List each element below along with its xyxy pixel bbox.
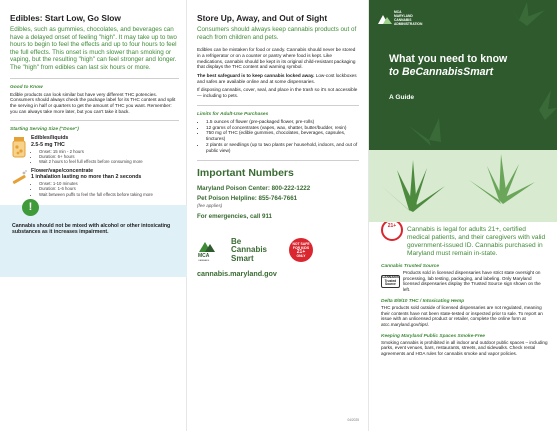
serving-edibles bbox=[10, 135, 179, 164]
list-item: • 2 plants or seedlings (up to two plants per household, indoors, and out of public view) bbox=[206, 142, 359, 154]
cover-title bbox=[389, 53, 507, 79]
badge-line: NOT SAFE bbox=[292, 242, 310, 247]
storage-p2-bold: The best safeguard is to keep cannabis locked away. bbox=[197, 73, 315, 78]
cover-hero bbox=[369, 0, 557, 150]
badge-line: ONLY bbox=[296, 254, 306, 259]
list-item: • 12 grams of concentrates (vapes, wax, shatter, butter/budder, resin) bbox=[206, 125, 359, 131]
not-safe-for-kids-badge bbox=[289, 238, 313, 262]
logo-word: MCA bbox=[394, 10, 402, 14]
trusted-source-title: Cannabis Trusted Source bbox=[381, 264, 440, 269]
cover-title-line1: What you need to know bbox=[389, 53, 508, 65]
mca-logo-subtext: CANNABIS bbox=[198, 260, 210, 263]
divider bbox=[197, 160, 359, 161]
badge-line: 21+ bbox=[296, 249, 306, 256]
logo-row bbox=[197, 238, 359, 264]
mca-logo bbox=[197, 238, 227, 262]
cover-subtitle: A Guide bbox=[389, 94, 415, 101]
exclamation-icon: ! bbox=[22, 199, 39, 216]
limits-list bbox=[206, 119, 359, 154]
storage-p3: If disposing cannabis, cover, seal, and place in the trash so it's not accessible — including to pets. bbox=[197, 87, 358, 99]
logo-word: Be bbox=[231, 236, 242, 246]
age-requirement-text: Cannabis is legal for adults 21+, certified medical patients, and their caregivers with valid government-issued ID. Cannabis purchased in Maryland must remain in-state. bbox=[407, 226, 546, 257]
storage-column bbox=[187, 0, 367, 431]
print-code: 04/2025 bbox=[347, 418, 359, 422]
storage-p1: Edibles can be mistaken for food or candy. Cannabis should never be stored in a refrigerator or on a counter or pantry where food is kept. Like medications, cannabis should be kept in its original child-resistant packaging that displays the THC content and warning symbol. bbox=[197, 47, 356, 70]
list-item: • Duration: 6+ hours bbox=[39, 154, 143, 159]
list-item: • 750 mg of THC (edible gummies, chocolates, beverages, capsules, tinctures) bbox=[206, 130, 359, 142]
logo-word: Smart bbox=[231, 253, 254, 263]
logo-word: CANNABIS bbox=[394, 17, 412, 22]
badge-line: Trusted Source bbox=[384, 278, 397, 287]
smoke-free-text: Smoking cannabis is prohibited in all indoor and outdoor public spaces – including parks, event venues, bars, restaurants, streets, and sidewalks. Check rental agreements and HOA rules for cannabis smoke and vapor policies. bbox=[381, 339, 548, 357]
mca-logo-text: MCA bbox=[198, 253, 210, 260]
list-item: • Onset: 1-10 minutes bbox=[39, 181, 153, 186]
logo-word: MARYLAND bbox=[394, 13, 413, 18]
logo-word: Cannabis bbox=[231, 245, 268, 255]
list-item: • 1.5 ounces of flower (pre-packaged flower, pre-rolls) bbox=[206, 119, 359, 125]
cover-body bbox=[369, 222, 557, 357]
storage-heading: Store Up, Away, and Out of Sight bbox=[197, 13, 328, 23]
edibles-column bbox=[0, 0, 187, 431]
pet-poison-number: Pet Poison Helpline: 855-764-7661 bbox=[197, 194, 298, 202]
divider bbox=[10, 78, 179, 79]
serving-size-title: Starting Serving Size ("Dose") bbox=[10, 127, 79, 133]
vape-pen-icon bbox=[10, 168, 28, 192]
serving-edibles-title: Edibles/liquids bbox=[31, 135, 69, 142]
be-cannabis-smart-logo bbox=[231, 238, 267, 264]
mountain-logo-icon bbox=[378, 12, 392, 26]
trusted-source-badge bbox=[381, 275, 400, 288]
serving-flower-title: Flower/vape/concentrate bbox=[31, 167, 94, 174]
badge-line: FOR KIDS bbox=[292, 246, 310, 251]
delta-thc-title: Delta 8/9/10 THC / Intoxicating Hemp bbox=[381, 298, 465, 304]
serving-flower bbox=[10, 168, 179, 197]
trusted-source-text: Products sold in licensed dispensaries have strict state oversight on processing, lab testing, packaging, and labeling. Only Maryland licensed dispensaries display the Trusted Source sign shown on the left. bbox=[402, 270, 541, 293]
delta-thc-text: THC products sold outside of licensed dispensaries are not regulated, meaning their contents have not been state-tested or inspected prior to sale. To report an issue with an unlicensed product or retailer, complete the online form at atcc.maryland.gov/tips/. bbox=[381, 304, 543, 327]
good-to-know-text: Edible products can look similar but have very different THC potencies. Consumers should always check the package label for its THC content and split the serving in half or quarters to get the amount of THC you want. Remember: you can always take more later, but you can't take it back. bbox=[10, 91, 176, 114]
website-url: cannabis.maryland.gov bbox=[197, 269, 277, 279]
badge-line: CANNABIS bbox=[382, 275, 399, 280]
fee-note: (fee applies) bbox=[197, 202, 223, 208]
serving-edibles-dose: 2.5-5 mg THC bbox=[31, 141, 65, 148]
cover-title-line2: to BeCannabisSmart bbox=[389, 66, 494, 78]
age-icon-line: 21+ bbox=[387, 223, 397, 229]
cannabis-leaf-image bbox=[369, 150, 557, 222]
smoke-free-title: Keeping Maryland Public Spaces Smoke-Free bbox=[381, 333, 485, 339]
alcohol-warning-box bbox=[0, 200, 187, 277]
edibles-jar-icon bbox=[10, 135, 28, 159]
age-requirement bbox=[381, 223, 549, 258]
trusted-source-block bbox=[381, 270, 549, 293]
list-item: • Duration: 1-6 hours bbox=[39, 186, 153, 191]
edibles-heading: Edibles: Start Low, Go Slow bbox=[10, 13, 121, 23]
list-item: • Wait 2 hours to feel full effects before consuming more bbox=[39, 159, 143, 164]
important-numbers-title: Important Numbers bbox=[197, 166, 294, 179]
divider bbox=[197, 105, 359, 106]
mca-header-logo bbox=[378, 11, 422, 27]
edibles-lead: Edibles, such as gummies, chocolates, and beverages can have a delayed onset of feeling "high". It may take up to two hours to begin to feel the effects and up to four hours to feel the full effects. This onset is much slower than smoking or vaping, but the resulting "high" can feel stronger and longer. The "high" from edibles can last six hours or more. bbox=[10, 26, 177, 71]
cover-column bbox=[369, 0, 557, 431]
limits-title: Limits for Adult-Use Purchases bbox=[197, 111, 269, 117]
storage-p2-rest: Low-cost lockboxes and safes are available online and at some dispensaries. bbox=[197, 73, 357, 84]
storage-p2 bbox=[197, 73, 359, 84]
21-plus-icon bbox=[381, 219, 403, 241]
list-item: • Wait between puffs to feel the full effects before taking more bbox=[39, 192, 153, 197]
poison-center-number: Maryland Poison Center: 800-222-1222 bbox=[197, 184, 311, 192]
list-item: • Onset: 15 min - 2 hours bbox=[39, 149, 143, 154]
serving-flower-dose: 1 inhalation lasting no more than 2 seconds bbox=[31, 173, 142, 180]
storage-lead: Consumers should always keep cannabis products out of reach from children and pets. bbox=[197, 26, 357, 41]
logo-word: ADMINISTRATION bbox=[394, 21, 423, 26]
good-to-know-title: Good to Know bbox=[10, 84, 43, 90]
cannabis-photo bbox=[369, 150, 557, 222]
divider bbox=[10, 120, 179, 121]
emergency-number: For emergencies, call 911 bbox=[197, 212, 272, 220]
alcohol-warning-text: Cannabis should not be mixed with alcohol or other intoxicating substances as it increases impairment. bbox=[12, 222, 171, 236]
